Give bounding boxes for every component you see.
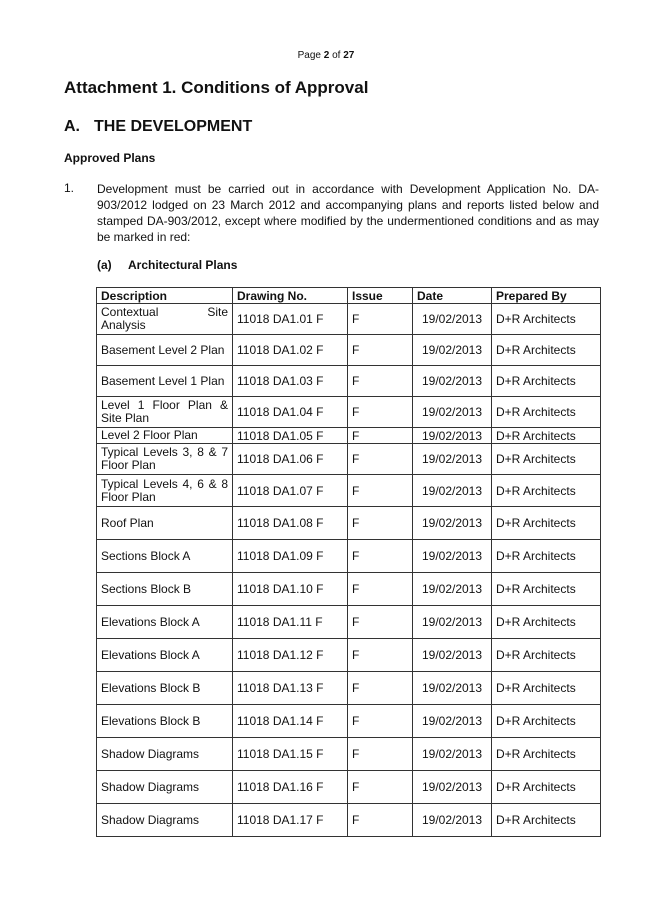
table-row (97, 573, 601, 606)
cell-issue: F (348, 335, 413, 366)
approved-plans-heading: Approved Plans (64, 151, 156, 165)
cell-prepared-by: D+R Architects (492, 639, 601, 672)
table-row (97, 428, 601, 444)
cell-date: 19/02/2013 (413, 804, 492, 837)
column-header-drawing-no: Drawing No. (233, 288, 348, 304)
cell-prepared-by: D+R Architects (492, 705, 601, 738)
cell-drawing-no: 11018 DA1.10 F (233, 573, 348, 606)
cell-issue: F (348, 672, 413, 705)
table-row (97, 738, 601, 771)
table-row (97, 540, 601, 573)
cell-issue: F (348, 475, 413, 507)
cell-date: 19/02/2013 (413, 540, 492, 573)
cell-issue: F (348, 771, 413, 804)
cell-issue: F (348, 738, 413, 771)
cell-drawing-no: 11018 DA1.13 F (233, 672, 348, 705)
section-heading (64, 118, 252, 136)
cell-drawing-no: 11018 DA1.16 F (233, 771, 348, 804)
table-row (97, 672, 601, 705)
table-header-row (97, 288, 601, 304)
cell-description: Elevations Block A (97, 606, 233, 639)
architectural-plans-table (96, 287, 601, 837)
cell-prepared-by: D+R Architects (492, 606, 601, 639)
cell-drawing-no: 11018 DA1.14 F (233, 705, 348, 738)
cell-date: 19/02/2013 (413, 304, 492, 335)
cell-date: 19/02/2013 (413, 366, 492, 397)
cell-date: 19/02/2013 (413, 705, 492, 738)
cell-prepared-by: D+R Architects (492, 428, 601, 444)
cell-drawing-no: 11018 DA1.07 F (233, 475, 348, 507)
cell-issue: F (348, 304, 413, 335)
cell-drawing-no: 11018 DA1.05 F (233, 428, 348, 444)
cell-issue: F (348, 428, 413, 444)
table-row (97, 705, 601, 738)
cell-date: 19/02/2013 (413, 606, 492, 639)
cell-date: 19/02/2013 (413, 444, 492, 475)
cell-drawing-no: 11018 DA1.04 F (233, 397, 348, 428)
cell-date: 19/02/2013 (413, 573, 492, 606)
column-header-date: Date (413, 288, 492, 304)
cell-description: Level 1 Floor Plan & Site Plan (97, 397, 233, 428)
cell-date: 19/02/2013 (413, 397, 492, 428)
cell-date: 19/02/2013 (413, 738, 492, 771)
column-header-description: Description (97, 288, 233, 304)
table-row (97, 475, 601, 507)
cell-prepared-by: D+R Architects (492, 397, 601, 428)
cell-description: Shadow Diagrams (97, 771, 233, 804)
page-current: 2 (323, 50, 330, 61)
cell-date: 19/02/2013 (413, 771, 492, 804)
cell-prepared-by: D+R Architects (492, 475, 601, 507)
cell-description: Basement Level 1 Plan (97, 366, 233, 397)
table-row (97, 771, 601, 804)
cell-issue: F (348, 804, 413, 837)
cell-drawing-no: 11018 DA1.08 F (233, 507, 348, 540)
table-row (97, 366, 601, 397)
cell-description: Elevations Block B (97, 705, 233, 738)
cell-drawing-no: 11018 DA1.03 F (233, 366, 348, 397)
cell-date: 19/02/2013 (413, 507, 492, 540)
cell-drawing-no: 11018 DA1.01 F (233, 304, 348, 335)
table-row (97, 397, 601, 428)
cell-description: Roof Plan (97, 507, 233, 540)
table-row (97, 804, 601, 837)
cell-prepared-by: D+R Architects (492, 366, 601, 397)
cell-date: 19/02/2013 (413, 672, 492, 705)
page-number (0, 50, 652, 61)
cell-description: Shadow Diagrams (97, 738, 233, 771)
cell-issue: F (348, 366, 413, 397)
cell-prepared-by: D+R Architects (492, 804, 601, 837)
cell-drawing-no: 11018 DA1.17 F (233, 804, 348, 837)
cell-prepared-by: D+R Architects (492, 738, 601, 771)
cell-date: 19/02/2013 (413, 475, 492, 507)
cell-description: Typical Levels 3, 8 & 7 Floor Plan (97, 444, 233, 475)
cell-drawing-no: 11018 DA1.09 F (233, 540, 348, 573)
cell-drawing-no: 11018 DA1.15 F (233, 738, 348, 771)
table-row (97, 335, 601, 366)
cell-description: Level 2 Floor Plan (97, 428, 233, 444)
cell-date: 19/02/2013 (413, 335, 492, 366)
column-header-prepared-by: Prepared By (492, 288, 601, 304)
cell-date: 19/02/2013 (413, 428, 492, 444)
table-row (97, 444, 601, 475)
page-of: of (332, 50, 341, 61)
cell-description: Elevations Block A (97, 639, 233, 672)
cell-prepared-by: D+R Architects (492, 540, 601, 573)
cell-issue: F (348, 639, 413, 672)
condition-number: 1. (64, 181, 75, 195)
cell-issue: F (348, 507, 413, 540)
cell-prepared-by: D+R Architects (492, 672, 601, 705)
cell-drawing-no: 11018 DA1.02 F (233, 335, 348, 366)
cell-description: Sections Block B (97, 573, 233, 606)
page-label: Page (297, 50, 321, 61)
table-row (97, 507, 601, 540)
plans-label: (a) (97, 258, 112, 272)
cell-prepared-by: D+R Architects (492, 573, 601, 606)
section-letter: A. (64, 118, 80, 135)
cell-description: Contextual Site Analysis (97, 304, 233, 335)
cell-issue: F (348, 573, 413, 606)
cell-drawing-no: 11018 DA1.06 F (233, 444, 348, 475)
cell-drawing-no: 11018 DA1.12 F (233, 639, 348, 672)
document-title: Attachment 1. Conditions of Approval (64, 78, 369, 97)
table-row (97, 304, 601, 335)
cell-issue: F (348, 444, 413, 475)
cell-issue: F (348, 705, 413, 738)
cell-prepared-by: D+R Architects (492, 507, 601, 540)
architectural-plans-heading (97, 258, 237, 272)
cell-description: Elevations Block B (97, 672, 233, 705)
cell-description: Shadow Diagrams (97, 804, 233, 837)
plans-title: Architectural Plans (128, 258, 238, 272)
cell-description: Sections Block A (97, 540, 233, 573)
cell-issue: F (348, 397, 413, 428)
cell-issue: F (348, 540, 413, 573)
page-total: 27 (343, 50, 355, 61)
cell-description: Typical Levels 4, 6 & 8 Floor Plan (97, 475, 233, 507)
cell-date: 19/02/2013 (413, 639, 492, 672)
cell-prepared-by: D+R Architects (492, 444, 601, 475)
section-title: THE DEVELOPMENT (94, 118, 253, 135)
cell-prepared-by: D+R Architects (492, 335, 601, 366)
table-row (97, 639, 601, 672)
cell-issue: F (348, 606, 413, 639)
column-header-issue: Issue (348, 288, 413, 304)
cell-drawing-no: 11018 DA1.11 F (233, 606, 348, 639)
cell-prepared-by: D+R Architects (492, 304, 601, 335)
table-row (97, 606, 601, 639)
condition-text: Development must be carried out in accordance with Development Application No. DA-903/2012 lodged on 23 March 2012 and accompanying plans and reports listed below and stamped DA-903/2012, except where modified by the undermentioned conditions and as may be marked in red: (97, 182, 599, 244)
cell-prepared-by: D+R Architects (492, 771, 601, 804)
cell-description: Basement Level 2 Plan (97, 335, 233, 366)
